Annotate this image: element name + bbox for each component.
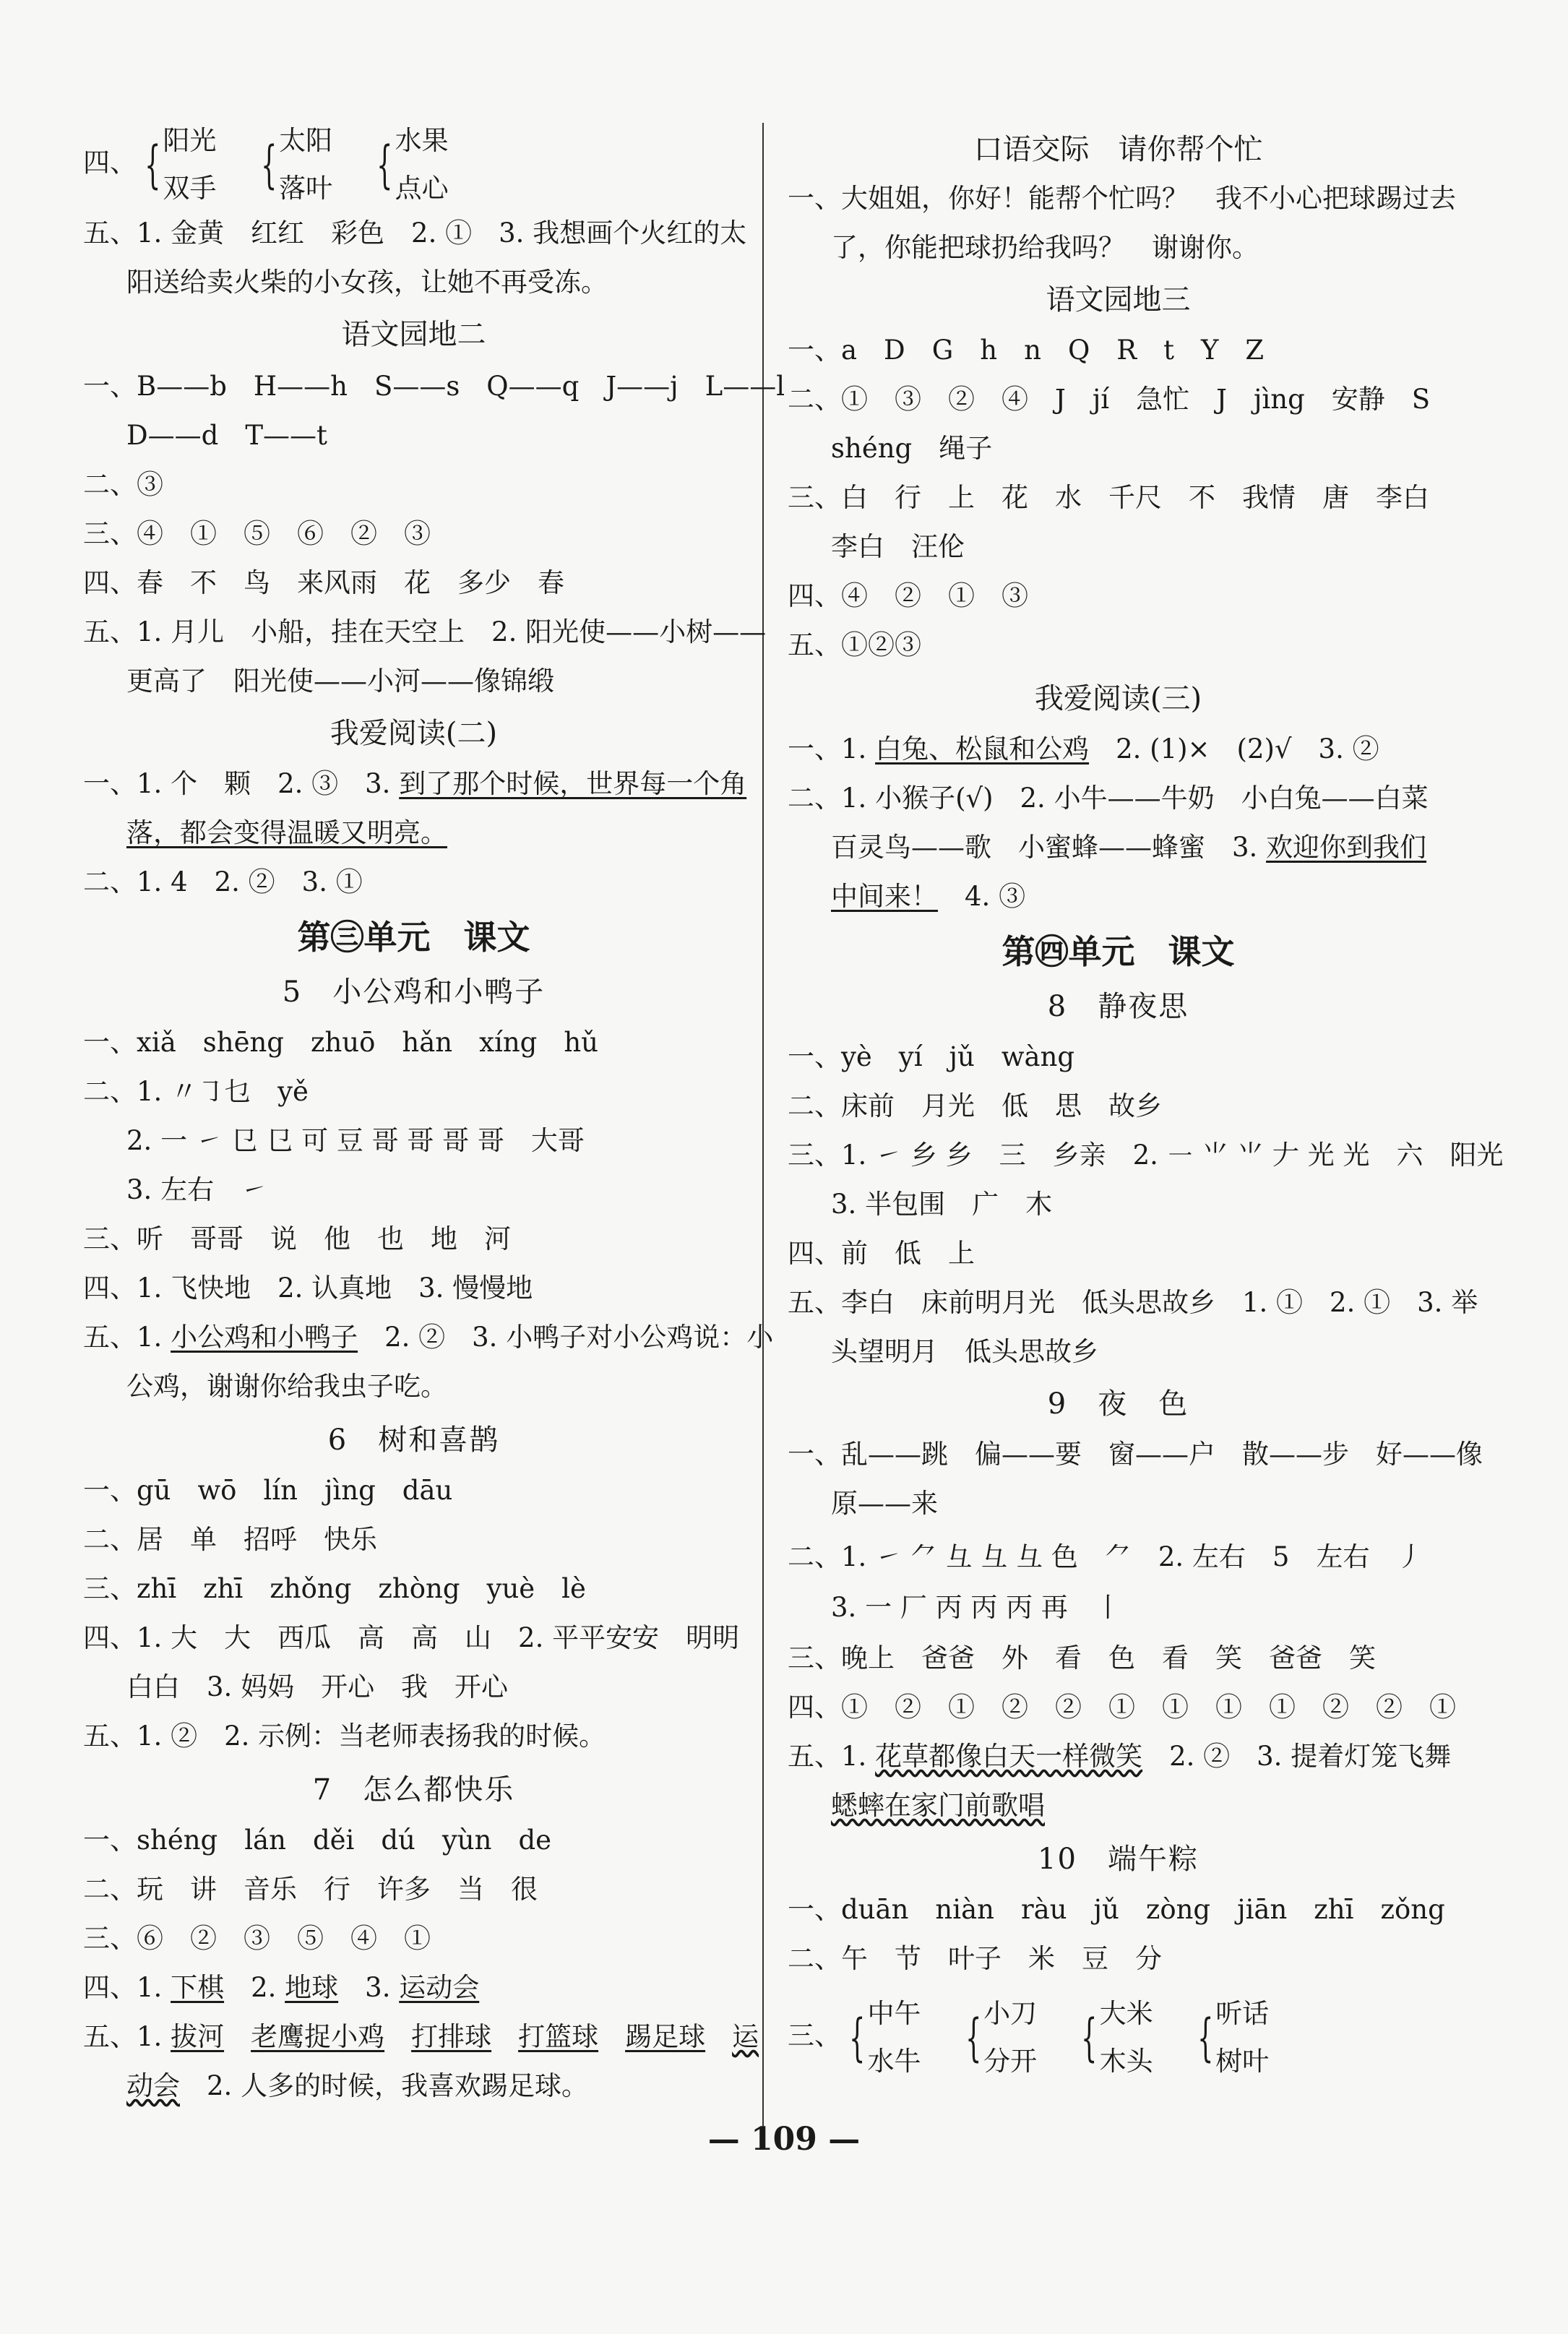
answer-line: 一、yè yí jǔ wàng bbox=[788, 1041, 1075, 1072]
answer-line: 2. 一 ㇀ 㔾 㔾 可 豆 哥 哥 哥 哥 大哥 bbox=[126, 1125, 585, 1156]
word-pair: { 太阳 落叶 bbox=[260, 125, 333, 204]
word-pair: { 中午 水牛 bbox=[849, 1998, 921, 2077]
answer-line: 五、1. 金黄 红红 彩色 2. ① 3. 我想画个火红的太 bbox=[83, 218, 747, 249]
answer-line: 中间来！ 4. ③ bbox=[831, 881, 1026, 912]
word-pair: { 阳光 双手 bbox=[145, 125, 217, 204]
section-heading: 我爱阅读(二) bbox=[329, 717, 498, 750]
answer-line: 二、居 单 招呼 快乐 bbox=[83, 1524, 377, 1555]
answer-line: 落，都会变得温暖又明亮。 bbox=[126, 817, 447, 848]
answer-line: 四、1. 下棋 2. 地球 3. 运动会 bbox=[83, 1972, 480, 2003]
answer-line: 四、1. 飞快地 2. 认真地 3. 慢慢地 bbox=[83, 1272, 533, 1304]
answer-line: 四、1. 大 大 西瓜 高 高 山 2. 平平安安 明明 bbox=[83, 1622, 740, 1653]
lesson-title: 8 静夜思 bbox=[1047, 990, 1189, 1023]
answer-line: 三、晚上 爸爸 外 看 色 看 笑 爸爸 笑 bbox=[788, 1642, 1376, 1674]
answer-line: 了，你能把球扔给我吗？ 谢谢你。 bbox=[831, 232, 1259, 263]
section-heading: 口语交际 请你帮个忙 bbox=[973, 133, 1263, 166]
answer-line: 三、④ ① ⑤ ⑥ ② ③ bbox=[83, 518, 431, 549]
answer-line: 二、床前 月光 低 思 故乡 bbox=[788, 1090, 1162, 1121]
answer-line: 一、duān niàn ràu jǔ zòng jiān zhī zǒng bbox=[788, 1894, 1445, 1925]
answer-line: D——d T——t bbox=[126, 420, 327, 451]
column-divider bbox=[762, 123, 764, 2139]
answer-line: 更高了 阳光使——小河——像锦缎 bbox=[126, 666, 554, 697]
answer-line: 四、前 低 上 bbox=[788, 1238, 975, 1269]
answer-line: 一、a D G h n Q R t Y Z bbox=[788, 335, 1265, 366]
answer-line: 四、春 不 鸟 来风雨 花 多少 春 bbox=[83, 567, 564, 598]
page-number: — 109 — bbox=[707, 2121, 861, 2158]
answer-line: 3. 一 厂 丙 丙 丙 再 丨 bbox=[831, 1592, 1121, 1623]
answer-line: shéng 绳子 bbox=[831, 433, 993, 464]
answer-line: 五、①②③ bbox=[788, 629, 921, 660]
unit-heading: 第㊂单元 课文 bbox=[297, 918, 530, 957]
answer-line: 三、⑥ ② ③ ⑤ ④ ① bbox=[83, 1923, 431, 1954]
word-pair: { 水果 点心 bbox=[376, 125, 449, 204]
answer-line: 动会 2. 人多的时候，我喜欢踢足球。 bbox=[126, 2070, 589, 2101]
answer-line: 二、1. 〃㇆乜 yě bbox=[83, 1076, 309, 1107]
answer-line: 二、① ③ ② ④ J jí 急忙 J jìng 安静 S bbox=[788, 384, 1431, 415]
answer-line: 四、④ ② ① ③ bbox=[788, 580, 1028, 611]
lesson-title: 9 夜 色 bbox=[1047, 1387, 1189, 1421]
answer-line: 四、① ② ① ② ② ① ① ① ① ② ② ① bbox=[788, 1692, 1456, 1723]
answer-line: 一、大姐姐，你好！能帮个忙吗？ 我不小心把球踢过去 bbox=[788, 183, 1456, 214]
answer-line: 二、1. ㇀ ⺈ 彑 彑 彑 色 ⺈ 2. 左右 5 左右 丿 bbox=[788, 1541, 1423, 1572]
answer-line: 一、1. 白兔、松鼠和公鸡 2. (1)× (2)√ 3. ② bbox=[788, 733, 1379, 765]
answer-line: 一、1. 个 颗 2. ③ 3. 到了那个时候，世界每一个角 bbox=[83, 768, 747, 799]
section-heading: 我爱阅读(三) bbox=[1034, 682, 1202, 715]
lesson-title: 7 怎么都快乐 bbox=[312, 1773, 515, 1807]
answer-line: 五、1. 小公鸡和小鸭子 2. ② 3. 小鸭子对小公鸡说：小 bbox=[83, 1322, 774, 1353]
answer-line: 五、1. 月儿 小船，挂在天空上 2. 阳光使——小树—— bbox=[83, 616, 767, 647]
answer-line: 三、 { 中午 水牛 { 小刀 分开 { 大米 木头 { 听话 树叶 bbox=[788, 1990, 1305, 2085]
answer-line: 3. 左右 ㇀ bbox=[126, 1174, 268, 1205]
answer-line: 三、听 哥哥 说 他 也 地 河 bbox=[83, 1223, 511, 1254]
answer-line: 五、李白 床前明月光 低头思故乡 1. ① 2. ① 3. 举 bbox=[788, 1287, 1478, 1318]
answer-line: 五、1. 花草都像白天一样微笑 2. ② 3. 提着灯笼飞舞 bbox=[788, 1741, 1452, 1772]
section-heading: 语文园地二 bbox=[341, 318, 486, 351]
answer-line: 二、1. 4 2. ② 3. ① bbox=[83, 866, 363, 897]
answer-line: 蟋蟀在家门前歌唱 bbox=[831, 1790, 1045, 1821]
word-pair: { 听话 树叶 bbox=[1197, 1998, 1270, 2077]
answer-line: 3. 半包围 广 木 bbox=[831, 1189, 1053, 1220]
answer-line: 五、1. 拔河 老鹰捉小鸡 打排球 打篮球 踢足球 运 bbox=[83, 2021, 759, 2052]
answer-line: 阳送给卖火柴的小女孩，让她不再受冻。 bbox=[126, 267, 608, 298]
answer-line: 四、 { 阳光 双手 { 太阳 落叶 { 水果 点心 bbox=[83, 117, 485, 212]
answer-line: 五、1. ② 2. 示例：当老师表扬我的时候。 bbox=[83, 1721, 606, 1752]
answer-line: 百灵鸟——歌 小蜜蜂——蜂蜜 3. 欢迎你到我们 bbox=[831, 832, 1427, 863]
answer-line: 一、xiǎ shēng zhuō hǎn xíng hǔ bbox=[83, 1027, 599, 1058]
lesson-title: 10 端午粽 bbox=[1038, 1843, 1199, 1876]
section-heading: 语文园地三 bbox=[1046, 283, 1191, 316]
answer-line: 原——来 bbox=[831, 1488, 938, 1519]
word-pair: { 小刀 分开 bbox=[965, 1998, 1038, 2077]
answer-line: 三、zhī zhī zhǒng zhòng yuè lè bbox=[83, 1573, 586, 1604]
answer-line: 二、③ bbox=[83, 469, 163, 500]
answer-line: 二、午 节 叶子 米 豆 分 bbox=[788, 1943, 1162, 1974]
answer-line: 二、玩 讲 音乐 行 许多 当 很 bbox=[83, 1874, 538, 1905]
answer-line: 三、白 行 上 花 水 千尺 不 我情 唐 李白 bbox=[788, 482, 1429, 513]
answer-line: 二、1. 小猴子(√) 2. 小牛——牛奶 小白兔——白菜 bbox=[788, 783, 1429, 814]
answer-line: 一、乱——跳 偏——要 窗——户 散——步 好——像 bbox=[788, 1439, 1483, 1470]
answer-line: 李白 汪伦 bbox=[831, 531, 965, 562]
answer-line: 头望明月 低头思故乡 bbox=[831, 1336, 1098, 1367]
answer-line: 一、gū wō lín jìng dāu bbox=[83, 1475, 453, 1506]
answer-line: 一、shéng lán děi dú yùn de bbox=[83, 1825, 552, 1856]
answer-line: 三、1. ㇀ 乡 乡 三 乡亲 2. ㇐ ⺌ ⺌ 𠂇 光 光 六 阳光 bbox=[788, 1140, 1504, 1171]
unit-heading: 第㊃单元 课文 bbox=[1001, 932, 1235, 971]
lesson-title: 6 树和喜鹊 bbox=[327, 1424, 500, 1457]
lesson-title: 5 小公鸡和小鸭子 bbox=[282, 976, 546, 1009]
answer-line: 公鸡，谢谢你给我虫子吃。 bbox=[126, 1371, 447, 1402]
word-pair: { 大米 木头 bbox=[1081, 1998, 1153, 2077]
answer-line: 白白 3. 妈妈 开心 我 开心 bbox=[126, 1671, 509, 1702]
answer-line: 一、B——b H——h S——s Q——q J——j L——l bbox=[83, 371, 785, 402]
